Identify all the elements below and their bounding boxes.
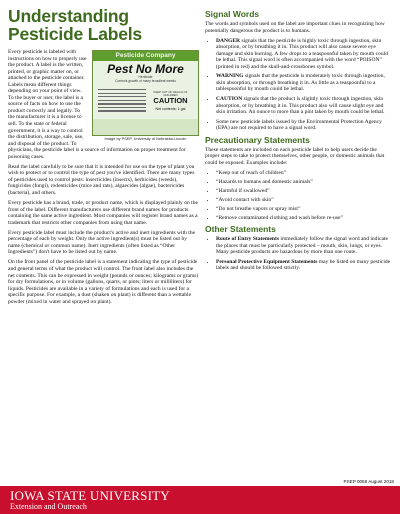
label-net-contents: Net contents: 1 gal [155,107,186,111]
pesticide-label-image [92,50,199,136]
list-item: • “Do not breathe vapors or spray mist” [216,206,392,213]
intro-paragraph-2: Read the label carefully to be sure that it is intended for use on the type of plant you wish to protect or to control the type of pest you've identified. There are many types of pesticides used to control pests: insecticides (insects), herbicides (weeds), fungicides (fungi), rodenticides (mice and rats), algaecides (algae), bactericides (bacteria), and others. [8,163,195,196]
list-item: • Personal Protective Equipment Statements may be listed on many pesticide labels and should be followed strictly. [216,259,392,272]
list-item: • “Hazards to humans and domestic animals” [216,179,392,186]
label-product-name: Pest No More [107,62,184,76]
signal-words-heading: Signal Words [205,9,260,19]
university-logo-text: IOWA STATE UNIVERSITY [10,488,170,503]
precautionary-heading: Precautionary Statements [205,134,310,145]
list-item: • Some new pesticide labels issued by the Environmental Protection Agency (EPA) are not required to have a signal word. [216,119,392,132]
footer-banner [0,486,400,514]
other-statements-list [205,236,392,272]
list-item: • “Remove contaminated clothing and wash before re-use” [216,215,392,222]
label-keep-out-text: KEEP OUT OF REACH OF CHILDREN [153,90,188,97]
extension-text: Extension and Outreach [10,502,87,511]
figure-caption: Image by PSEP, University of Nebraska-Lincoln [104,136,187,141]
list-item: • DANGER signals that the pesticide is highly toxic through ingestion, skin absorption, or by breathing it in. This product will also cause severe eye damage and skin burning. A few drops to a teaspoonful taken by mouth could be lethal. This signal word is often accompanied with the word “POISON” (printed in red) and the skull-and-crossbones symbol. [216,38,392,71]
intro-paragraph-1: Every pesticide is labeled with instructions on how to properly use the product. A label is the written, printed, or graphic matter on, or attached to the pesticide container. Labels mean different things depending on your point of view. To the buyer or user, the label is a source of facts on how to use the product correctly and legally. To the manufacturer it is a license to sell. To the state or federal government, it is a way to control the distribution, storage, sale, use, and disposal of the product. To physicians, the pesticide label is a source of information on proper treatment for poisoning cases. [8,49,186,160]
list-item: • CAUTION signals that the product is slightly toxic through ingestion, skin absorption, or by breathing it in. This product also will cause slight eye and skin irritation. An ounce to more than a pint taken by mouth could be lethal. [216,96,392,116]
other-statements-heading: Other Statements [205,224,276,235]
label-bottom-band [93,119,198,135]
signal-words-list [205,38,392,132]
precautionary-intro: These statements are included on each pesticide label to help users decide the proper steps to take to protect themselves, other people, or domestic animals that could be exposed. Examples include: [205,146,385,166]
list-item: • “Keep out of reach of children” [216,170,392,177]
list-item: • “Avoid contact with skin” [216,197,392,204]
page-title: Understanding Pesticide Labels [8,6,142,44]
intro-paragraph-3: Every pesticide has a brand, trade, or product name, which is displayed plainly on the front of the label. Different manufacturers use different brand names for products containing the same active ingredient. Most companies will register brand names as a trademark that restricts other companies from using that name. [8,200,198,226]
precautionary-list [205,170,392,221]
label-caution-word: CAUTION [153,96,188,105]
left-column [8,49,199,309]
label-company: Pesticide Company [93,51,198,61]
right-column [205,6,392,275]
publication-code: PSEP 0058 August 2018 [343,479,394,484]
label-controls-text: Controls growth of many broadleaf weeds [115,78,176,83]
label-product-type: Herbicide [138,75,153,79]
intro-paragraph-5: On the front panel of the pesticide label is a statement indicating the type of pesticide and general terms of what the product will control. The front label also includes the net contents. This can be expressed in weight (pounds or ounces; kilograms or grams) for dry formulations, or in volume (gallons, quarts, or pints; liters or milliliters) for liquids. Pesticides are available in a variety of formulations and each is used for a specific purpose. For example, a dust (shaken on plant) is different than a wettable powder (mixed in water and sprayed on plant). [8,259,199,305]
signal-words-intro: The words and symbols used on the label are important clues in recognizing how potentially dangerous the product is to humans. [205,21,385,34]
label-ingredient-lines [98,89,146,114]
intro-paragraph-4: Every pesticide label must include the product's active and inert ingredients with the percentage of each by weight. Only the active ingredient(s) must be listed out by name (chemical or common name). Inert ingredients (often listed as “Other Ingredients”) don't have to be listed out by name. [8,229,196,256]
list-item: • “Harmful if swallowed” [216,188,392,195]
list-item: • Route of Entry Statements immediately follow the signal word and indicate the places that must be particularly protected – mouth, skin, lungs, or eyes. Many pesticide products are hazardous by more than one route. [216,236,392,256]
label-figure [92,50,199,143]
list-item: • WARNING signals that the pesticide is moderately toxic through ingestion, skin absorption, or through breathing it in. As little as a teaspoonful to a tablespoonful by mouth could be lethal. [216,73,392,93]
